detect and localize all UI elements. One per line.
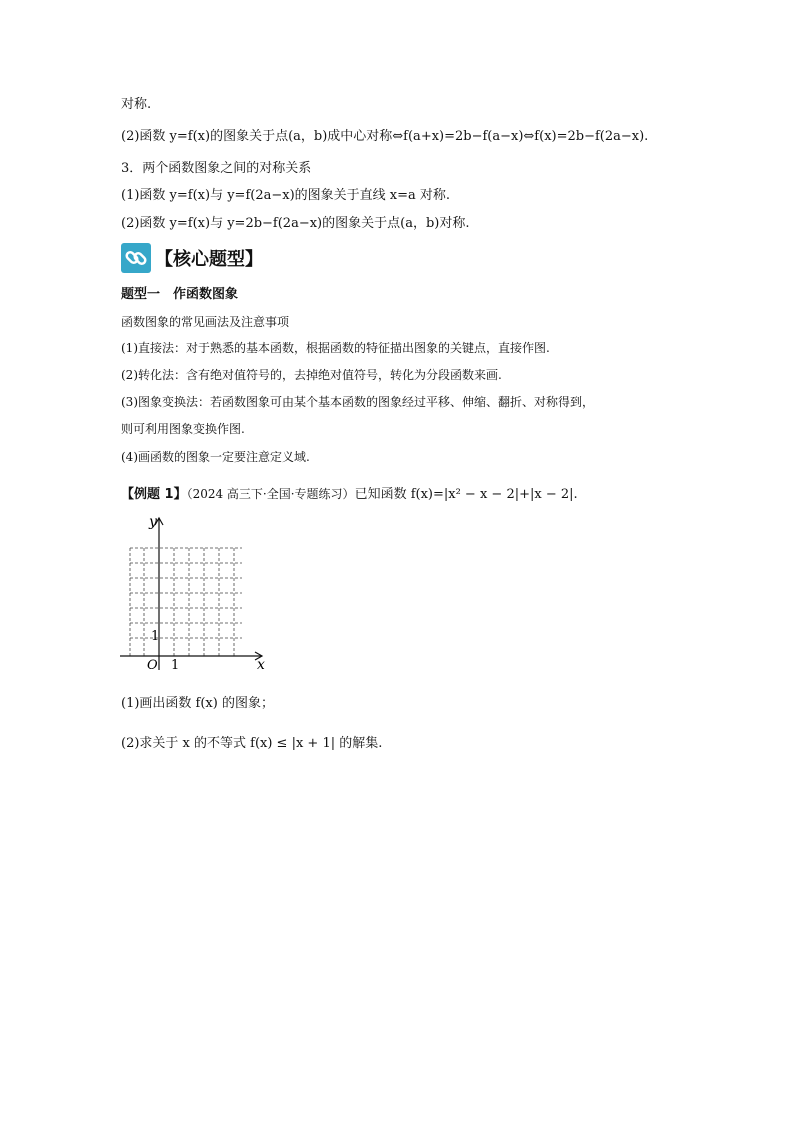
core-heading-title: 【核心题型】 <box>155 249 263 270</box>
symmetry-item-1: (1)函数 y=f(x)与 y=f(2a−x)的图象关于直线 x=a 对称. <box>121 188 451 203</box>
type-title: 题型一 作函数图象 <box>121 287 239 302</box>
example-header <box>121 485 578 504</box>
x-tick-label: 1 <box>171 658 180 673</box>
type-intro: 函数图象的常见画法及注意事项 <box>121 315 290 329</box>
y-tick-label: 1 <box>151 629 160 644</box>
question-1: (1)画出函数 f(x) 的图象； <box>121 696 274 711</box>
text-line: 对称. <box>121 97 152 112</box>
section-title: 3．两个函数图象之间的对称关系 <box>121 161 312 176</box>
example-source: （2024 高三下·全国·专题练习） <box>186 487 355 501</box>
origin-label: O <box>147 658 158 673</box>
y-axis-label: y <box>149 514 157 530</box>
method-3-cont: 则可利用图象变换作图. <box>121 422 245 436</box>
method-3: (3)图象变换法：若函数图象可由某个基本函数的图象经过平移、伸缩、翻折、对称得到， <box>121 395 595 409</box>
method-4: (4)画函数的图象一定要注意定义域. <box>121 450 310 464</box>
symmetry-item-2: (2)函数 y=f(x)与 y=2b−f(2a−x)的图象关于点(a，b)对称. <box>121 216 470 231</box>
method-2: (2)转化法：含有绝对值符号的，去掉绝对值符号，转化为分段函数来画. <box>121 368 502 382</box>
x-axis <box>120 652 262 660</box>
central-symmetry-statement: (2)函数 y=f(x)的图象关于点(a，b)成中心对称⇔f(a+x)=2b−f(a−x)⇔f(x)=2b−f(2a−x). <box>121 129 649 144</box>
question-2: (2)求关于 x 的不等式 f(x) ≤ |x + 1| 的解集. <box>121 736 383 751</box>
example-tag: 【例题 1】 <box>121 487 187 502</box>
core-heading <box>121 243 263 273</box>
y-axis <box>155 518 163 670</box>
link-icon <box>121 243 151 273</box>
method-1: (1)直接法：对于熟悉的基本函数，根据函数的特征描出图象的关键点，直接作图. <box>121 341 550 355</box>
coordinate-grid <box>116 510 276 675</box>
example-stem: 已知函数 f(x)=|x² − x − 2|+|x − 2|. <box>354 487 578 502</box>
x-axis-label: x <box>257 657 265 673</box>
